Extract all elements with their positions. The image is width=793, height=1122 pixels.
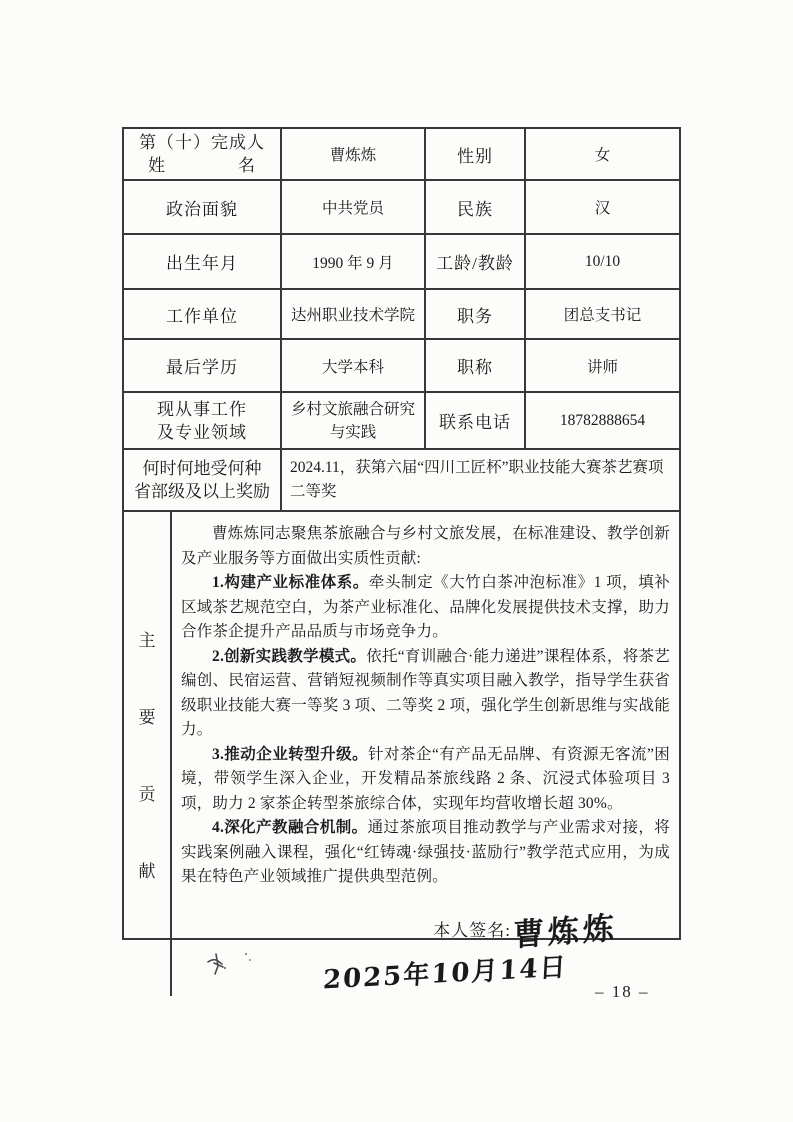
point-body: 依托“育训融合·能力递进”课程体系，将茶艺编创、民宿运营、营销短视频制作等真实项目融入教学，指导学生获省级职业技能大赛一等奖 3 项、二等奖 2 项，强化学生创新思维与实战能力。	[181, 647, 671, 738]
value-awards: 2024.11，获第六届“四川工匠杯”职业技能大赛茶艺赛项二等奖	[290, 459, 664, 500]
contribution-point-2	[181, 645, 670, 743]
field-label-completer-name	[124, 129, 282, 179]
field-label-gender: 性别	[426, 129, 526, 179]
field-label-line1: 何时何地受何种	[142, 459, 262, 478]
value-position: 团总支书记	[563, 307, 642, 324]
table-row	[124, 340, 679, 393]
point-heading: 3.推动企业转型升级。	[212, 745, 369, 763]
handwritten-date: 2025年10月14日	[322, 952, 569, 995]
table-row	[124, 450, 679, 512]
vertical-label-char: 主	[138, 630, 156, 650]
field-label-current-work	[124, 393, 282, 448]
signature-label: 本人签名:	[433, 920, 511, 940]
contribution-point-1	[181, 571, 670, 645]
signature-line	[181, 906, 670, 954]
value-political-status: 中共党员	[282, 181, 426, 233]
value-completer-name: 曹炼炼	[282, 129, 426, 179]
table-row	[124, 181, 679, 235]
table-row	[124, 393, 679, 450]
field-label-line2: 省部级及以上奖励	[134, 482, 270, 501]
table-row	[124, 290, 679, 340]
vertical-label-char: 贡	[138, 784, 156, 804]
field-label-awards	[124, 450, 282, 510]
field-label-line1: 第（十）完成人	[139, 133, 265, 152]
contribution-point-4	[181, 816, 670, 890]
value-employer: 达州职业技术学院	[282, 290, 426, 338]
main-contribution-row	[124, 512, 679, 996]
field-label-seniority: 工龄/教龄	[426, 235, 526, 288]
value-current-work: 乡村文旅融合研究与实践	[282, 393, 426, 448]
value-title: 讲师	[586, 358, 618, 376]
page-number: – 18 –	[595, 982, 650, 1001]
main-contribution-content	[172, 512, 679, 996]
field-label-phone: 联系电话	[426, 393, 526, 448]
value-ethnicity: 汉	[594, 200, 611, 217]
table-row	[124, 235, 679, 290]
contribution-intro: 曹炼炼同志聚焦茶旅融合与乡村文旅发展，在标准建设、教学创新及产业服务等方面做出实质性贡献:	[181, 525, 670, 567]
vertical-label-char: 要	[138, 707, 156, 727]
point-body: 通过茶旅项目推动教学与产业需求对接，将实践案例融入课程，强化“红铸魂·绿强技·蓝励行”教学范式应用，为成果在特色产业领域推广提供典型范例。	[181, 819, 670, 885]
value-education: 大学本科	[282, 340, 426, 391]
point-heading: 1.构建产业标准体系。	[212, 574, 369, 591]
value-seniority: 10/10	[584, 252, 621, 270]
field-label-line2: 及专业领域	[157, 422, 247, 442]
point-heading: 4.深化产教融合机制。	[212, 819, 368, 836]
field-label-title: 职称	[426, 340, 526, 391]
field-label-line2: 姓 名	[148, 156, 256, 175]
completer-info-table	[122, 127, 681, 995]
value-phone: 18782888654	[559, 411, 646, 429]
table-row	[124, 129, 679, 181]
field-label-position: 职务	[426, 290, 526, 338]
contribution-point-3	[181, 743, 670, 817]
vertical-label-char: 献	[138, 861, 156, 881]
field-label-education: 最后学历	[124, 340, 282, 391]
point-body: 牵头制定《大竹白茶冲泡标准》1 项，填补区域茶艺规范空白，为茶产业标准化、品牌化发展提供技术支撑，助力合作茶企提升产品品质与市场竞争力。	[181, 574, 670, 640]
value-gender: 女	[594, 147, 611, 164]
field-label-political-status: 政治面貌	[124, 181, 282, 233]
point-body: 针对茶企“有产品无品牌、有资源无客流”困境，带领学生深入企业，开发精品茶旅线路 2 条、沉浸式体验项目 3 项，助力 2 家茶企转型茶旅综合体，实现年均营收增长超 30%。	[181, 745, 671, 812]
field-label-ethnicity: 民族	[426, 181, 526, 233]
main-contribution-vertical-label	[124, 512, 172, 996]
handwritten-signature: 曹炼炼	[513, 909, 618, 954]
field-label-employer: 工作单位	[124, 290, 282, 338]
point-heading: 2.创新实践教学模式。	[212, 647, 367, 665]
field-label-birth-date: 出生年月	[124, 235, 282, 288]
ink-smudge-mark	[202, 946, 262, 980]
value-birth-date: 1990 年 9 月	[282, 235, 426, 288]
field-label-line1: 现从事工作	[157, 399, 247, 419]
